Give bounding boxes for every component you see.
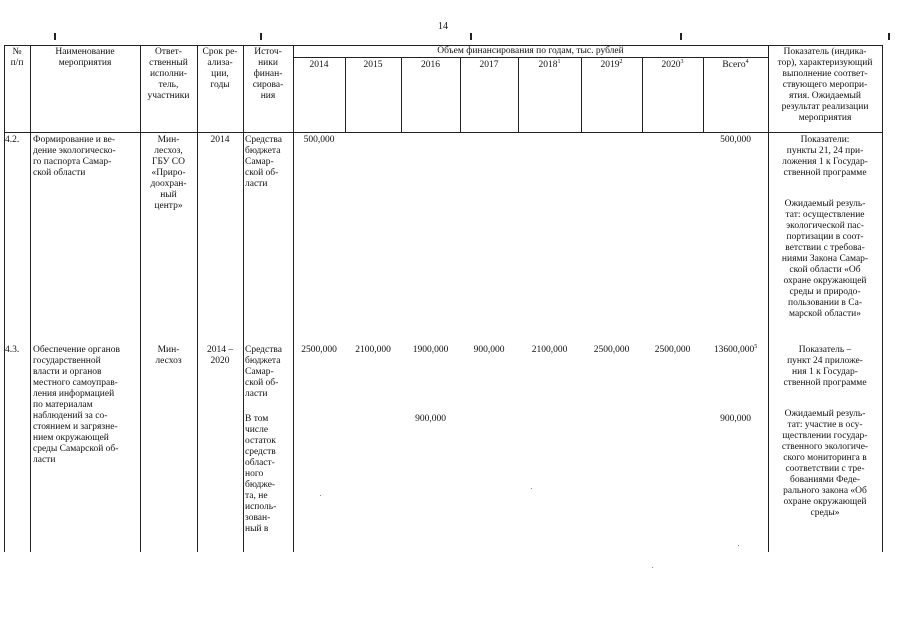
row-sub-source: бюдже- — [245, 480, 276, 490]
header-term: Срок ре- — [202, 47, 238, 57]
row-name: стоянием и загрязне- — [33, 422, 118, 432]
header-responsible: участники — [147, 91, 190, 101]
row-name: ласти — [33, 455, 56, 465]
table-vline — [30, 45, 31, 552]
table-vline — [4, 45, 5, 552]
row-value — [703, 135, 768, 146]
header-indicator: тор), характеризующий — [777, 58, 873, 68]
row-sub-source: ный в — [245, 524, 269, 534]
row-number: 4.3. — [5, 345, 20, 355]
header-year-label: 2014 — [309, 60, 329, 70]
row-expected-result: рального закона «Об — [783, 486, 867, 496]
row-responsible: Мин- — [157, 135, 180, 145]
row-expected-result: среды» — [810, 508, 840, 518]
row-responsible: центр» — [154, 201, 183, 211]
row-name: ской области — [33, 168, 86, 178]
row-value — [703, 345, 768, 356]
header-indicator: ствующего меропри- — [782, 80, 868, 90]
row-name: нием окружающей — [33, 433, 109, 443]
row-name: среды Самарской об- — [33, 444, 119, 454]
row-source: ской об- — [245, 168, 279, 178]
row-value-text: 2100,000 — [355, 345, 391, 355]
row-number: 4.2. — [5, 135, 20, 145]
header-year — [581, 60, 642, 71]
header-year — [642, 60, 703, 71]
row-indicator: пункт 24 приложе- — [787, 356, 863, 366]
row-expected-result: ского мониторинга в — [783, 453, 867, 463]
header-year — [293, 60, 345, 71]
row-source: ласти — [245, 389, 268, 399]
scan-speck — [652, 567, 653, 568]
header-year — [460, 60, 518, 71]
row-source: Самар- — [245, 157, 274, 167]
row-expected-result: ществлении государ- — [782, 431, 868, 441]
header-indicator: ятия. Ожидаемый — [789, 91, 861, 101]
table-hline — [4, 132, 882, 133]
header-year-footnote: 4 — [745, 58, 749, 65]
header-year-footnote: 3 — [680, 58, 684, 65]
header-year-label: 2016 — [421, 60, 440, 70]
row-sub-source: ного — [245, 469, 264, 479]
row-source: ласти — [245, 179, 268, 189]
table-vline — [197, 45, 198, 552]
row-sub-source: област- — [245, 458, 275, 468]
column-tick-mark — [470, 33, 472, 40]
row-sub-source: исполь- — [245, 502, 277, 512]
header-term: ции, — [211, 69, 229, 79]
row-responsible: ный — [160, 190, 177, 200]
page-number: 14 — [438, 21, 448, 32]
row-expected-result: ветствии с требова- — [785, 243, 865, 253]
row-value-text: 2100,000 — [531, 345, 568, 355]
header-year-label: 2018 — [538, 60, 558, 70]
row-indicator: пункты 21, 24 при- — [786, 146, 864, 156]
header-source: ния — [260, 91, 276, 101]
scan-speck — [531, 488, 532, 489]
header-year — [401, 60, 460, 71]
row-term: 2014 — [210, 135, 230, 145]
row-responsible: доохран- — [150, 179, 187, 189]
row-expected-result: тат: осуществление — [785, 210, 865, 220]
row-indicator: ственной программе — [783, 378, 867, 388]
row-value-text: 1900,000 — [412, 345, 449, 355]
table-hline — [293, 57, 768, 58]
row-indicator: ния 1 к Государ- — [792, 367, 858, 377]
table-vline — [882, 45, 883, 552]
row-value — [460, 345, 518, 356]
row-responsible: Мин- — [157, 345, 180, 355]
row-source: Самар- — [245, 367, 274, 377]
header-responsible: Ответ- — [155, 47, 182, 57]
header-source: Источ- — [254, 47, 282, 57]
row-sub-source: та, не — [245, 491, 268, 501]
row-value-text: 2500,000 — [593, 345, 630, 355]
row-sub-value: 900,000 — [720, 414, 751, 424]
row-value — [642, 345, 703, 356]
header-source: ники — [258, 58, 278, 68]
row-expected-result: ственного экологиче- — [781, 442, 869, 452]
header-year-label: 2017 — [479, 60, 499, 70]
row-value — [293, 135, 345, 146]
header-year — [345, 60, 401, 71]
scan-speck — [738, 545, 739, 546]
row-name: Обеспечение органов — [33, 345, 120, 355]
header-indicator: выполнение соответ- — [782, 69, 868, 79]
row-value — [581, 345, 642, 356]
row-source: бюджета — [245, 356, 281, 366]
row-term: 2014 – — [206, 345, 234, 355]
row-name: го паспорта Самар- — [33, 157, 112, 167]
row-expected-result: охране окружающей — [783, 497, 867, 507]
header-indicator: результат реализации — [781, 102, 869, 112]
row-name: государственной — [33, 356, 101, 366]
row-expected-result: портизации в соот- — [786, 232, 864, 242]
header-num: п/п — [10, 58, 24, 68]
row-expected-result: тат: участие в осу- — [787, 420, 863, 430]
row-sub-source: средств — [245, 447, 276, 457]
row-expected-result: ской области «Об — [789, 265, 861, 275]
row-name: дение экологическо- — [33, 146, 116, 156]
header-responsible: ственный — [149, 58, 188, 68]
row-name: ления информацией — [33, 389, 115, 399]
row-expected-result: Ожидаемый резуль- — [784, 199, 866, 209]
row-responsible: ГБУ СО — [152, 157, 185, 167]
table-vline — [243, 45, 244, 552]
row-value-text: 500,000 — [720, 135, 751, 145]
column-tick-mark — [260, 33, 262, 40]
row-indicator: Показатель – — [798, 345, 852, 355]
row-value-text: 900,000 — [473, 345, 505, 355]
row-value-text: 13600,000 — [713, 345, 755, 355]
row-expected-result: охране окружающей — [783, 276, 867, 286]
row-source: ской об- — [245, 378, 279, 388]
row-responsible: «Приро- — [151, 168, 186, 178]
row-expected-result: марской области» — [789, 309, 861, 319]
row-responsible: лесхоз — [155, 356, 182, 366]
row-expected-result: Ожидаемый резуль- — [784, 409, 866, 419]
row-expected-result: среды и природо- — [789, 287, 861, 297]
row-value-text: 500,000 — [303, 135, 335, 145]
row-name: по материалам — [33, 400, 93, 410]
row-source: бюджета — [245, 146, 281, 156]
column-tick-mark — [54, 33, 56, 40]
row-name: Формирование и ве- — [33, 135, 116, 145]
row-sub-value: 900,000 — [415, 414, 446, 424]
header-year-footnote: 2 — [619, 58, 623, 65]
row-value — [293, 345, 345, 356]
header-source: финан- — [253, 69, 283, 79]
header-funding-title: Объем финансирования по годам, тыс. рублей — [437, 46, 624, 56]
header-year-label: Всего — [722, 60, 746, 70]
header-term: ализа- — [207, 58, 233, 68]
header-indicator: Показатель (индика- — [783, 47, 867, 57]
header-year-label: 2015 — [363, 60, 383, 70]
header-num: № — [12, 47, 22, 57]
row-name: власти и органов — [33, 367, 102, 377]
table-vline — [293, 45, 294, 552]
row-expected-result: пользовании в Са- — [787, 298, 862, 308]
header-source: сирова- — [252, 80, 284, 90]
header-name: Наименование — [55, 47, 115, 57]
header-year-label: 2020 — [661, 60, 681, 70]
row-value-text: 2500,000 — [654, 345, 691, 355]
row-value — [401, 345, 460, 356]
header-year — [518, 60, 581, 71]
header-year — [703, 60, 768, 71]
header-name: мероприятия — [58, 58, 112, 68]
row-total-footnote: 5 — [754, 343, 758, 350]
row-term: 2020 — [210, 356, 230, 366]
scan-speck — [320, 495, 321, 496]
header-responsible: исполни- — [149, 69, 188, 79]
header-term: годы — [210, 80, 230, 90]
header-year-label: 2019 — [600, 60, 620, 70]
row-sub-source: зован- — [245, 513, 271, 523]
header-year-footnote: 1 — [557, 58, 561, 65]
row-value-text: 2500,000 — [301, 345, 337, 355]
row-sub-source: остаток — [245, 436, 276, 446]
row-source: Средства — [245, 135, 282, 145]
table-vline — [140, 45, 141, 552]
row-value — [518, 345, 581, 356]
row-name: наблюдений за со- — [33, 411, 108, 421]
row-sub-source: В том — [245, 414, 269, 424]
row-responsible: лесхоз, — [154, 146, 183, 156]
column-tick-mark — [680, 33, 682, 40]
row-expected-result: соответствии с тре- — [785, 464, 865, 474]
row-indicator: ложения 1 к Государ- — [782, 157, 868, 167]
row-name: местного самоуправ- — [33, 378, 118, 388]
row-expected-result: экологической пас- — [786, 221, 864, 231]
header-indicator: мероприятия — [798, 113, 852, 123]
row-source: Средства — [245, 345, 282, 355]
row-expected-result: бованиями Феде- — [790, 475, 860, 485]
row-indicator: Показатели: — [800, 135, 850, 145]
row-indicator: ственной программе — [783, 168, 867, 178]
row-expected-result: ниями Закона Самар- — [781, 254, 869, 264]
row-value — [345, 345, 401, 356]
header-responsible: тель, — [158, 80, 179, 90]
column-tick-mark — [888, 33, 890, 40]
row-sub-source: числе — [245, 425, 269, 435]
